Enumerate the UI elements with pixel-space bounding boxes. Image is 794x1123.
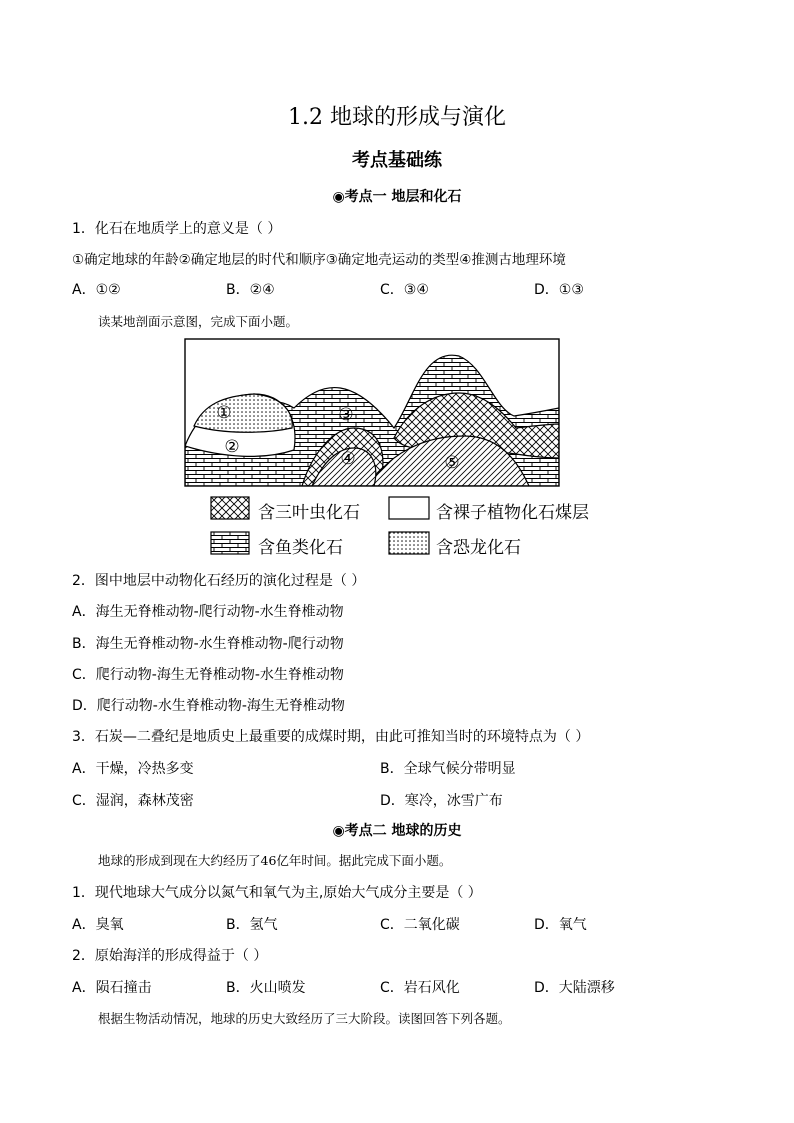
legend-swatch-fish xyxy=(210,531,250,555)
q2-option-c[interactable]: C．爬行动物-海生无脊椎动物-水生脊椎动物 xyxy=(72,667,344,683)
q1-option-b[interactable]: B．②④ xyxy=(226,282,275,298)
question-4-stem: 1．现代地球大气成分以氮气和氧气为主,原始大气成分主要是（ ） xyxy=(72,885,482,901)
q2-option-d[interactable]: D．爬行动物-水生脊椎动物-海生无脊椎动物 xyxy=(72,698,345,714)
q1-option-a[interactable]: A．①② xyxy=(72,282,121,298)
question-5-stem: 2．原始海洋的形成得益于（ ） xyxy=(72,948,268,964)
layer-label-1: ① xyxy=(216,403,232,423)
q3-option-a[interactable]: A．干燥，冷热多变 xyxy=(72,761,194,777)
section-heading-2: ◉考点二 地球的历史 xyxy=(332,823,462,839)
layer-label-4: ④ xyxy=(340,449,356,469)
q1-option-d[interactable]: D．①③ xyxy=(534,282,584,298)
q5-option-b[interactable]: B．火山喷发 xyxy=(226,980,306,996)
q3-option-c[interactable]: C．湿润，森林茂密 xyxy=(72,793,194,809)
intro-figure-1: 读某地剖面示意图，完成下面小题。 xyxy=(98,314,299,329)
legend-label-fish: 含鱼类化石 xyxy=(258,538,343,558)
question-1-stem: 1．化石在地质学上的意义是（ ） xyxy=(72,221,282,237)
q1-option-c[interactable]: C．③④ xyxy=(380,282,429,298)
q4-option-a[interactable]: A．臭氧 xyxy=(72,917,124,933)
q3-option-b[interactable]: B．全球气候分带明显 xyxy=(380,761,516,777)
page-subtitle: 考点基础练 xyxy=(352,150,442,171)
page-title: 1.2 地球的形成与演化 xyxy=(288,105,506,130)
intro-section-3: 根据生物活动情况，地球的历史大致经历了三大阶段。读图回答下列各题。 xyxy=(98,1011,511,1026)
q4-option-d[interactable]: D．氧气 xyxy=(534,917,587,933)
legend-swatch-trilobite xyxy=(210,496,250,520)
layer-label-3: ③ xyxy=(338,405,354,425)
legend-swatch-coal xyxy=(388,496,430,520)
legend-label-trilobite: 含三叶虫化石 xyxy=(258,503,360,523)
question-2-stem: 2．图中地层中动物化石经历的演化过程是（ ） xyxy=(72,573,366,589)
legend-swatch-dinosaur xyxy=(388,531,430,555)
q2-option-a[interactable]: A．海生无脊椎动物-爬行动物-水生脊椎动物 xyxy=(72,604,344,620)
legend-label-dinosaur: 含恐龙化石 xyxy=(436,538,521,558)
q5-option-d[interactable]: D．大陆漂移 xyxy=(534,980,615,996)
q3-option-d[interactable]: D．寒冷，冰雪广布 xyxy=(380,793,503,809)
question-3-stem: 3．石炭—二叠纪是地质史上最重要的成煤时期，由此可推知当时的环境特点为（ ） xyxy=(72,729,590,745)
q4-option-b[interactable]: B．氢气 xyxy=(226,917,278,933)
question-1-statement: ①确定地球的年龄②确定地层的时代和顺序③确定地壳运动的类型④推测古地理环境 xyxy=(72,252,566,268)
q5-option-c[interactable]: C．岩石风化 xyxy=(380,980,460,996)
section-heading-1: ◉考点一 地层和化石 xyxy=(332,189,462,205)
q2-option-b[interactable]: B．海生无脊椎动物-水生脊椎动物-爬行动物 xyxy=(72,636,344,652)
layer-label-5: ⑤ xyxy=(444,453,460,473)
q5-option-a[interactable]: A．陨石撞击 xyxy=(72,980,152,996)
layer-label-2: ② xyxy=(224,437,240,457)
q4-option-c[interactable]: C．二氧化碳 xyxy=(380,917,460,933)
geologic-section-figure xyxy=(184,338,560,488)
intro-section-2: 地球的形成到现在大约经历了46亿年时间。据此完成下面小题。 xyxy=(98,853,452,868)
legend-label-coal: 含裸子植物化石煤层 xyxy=(436,503,589,523)
